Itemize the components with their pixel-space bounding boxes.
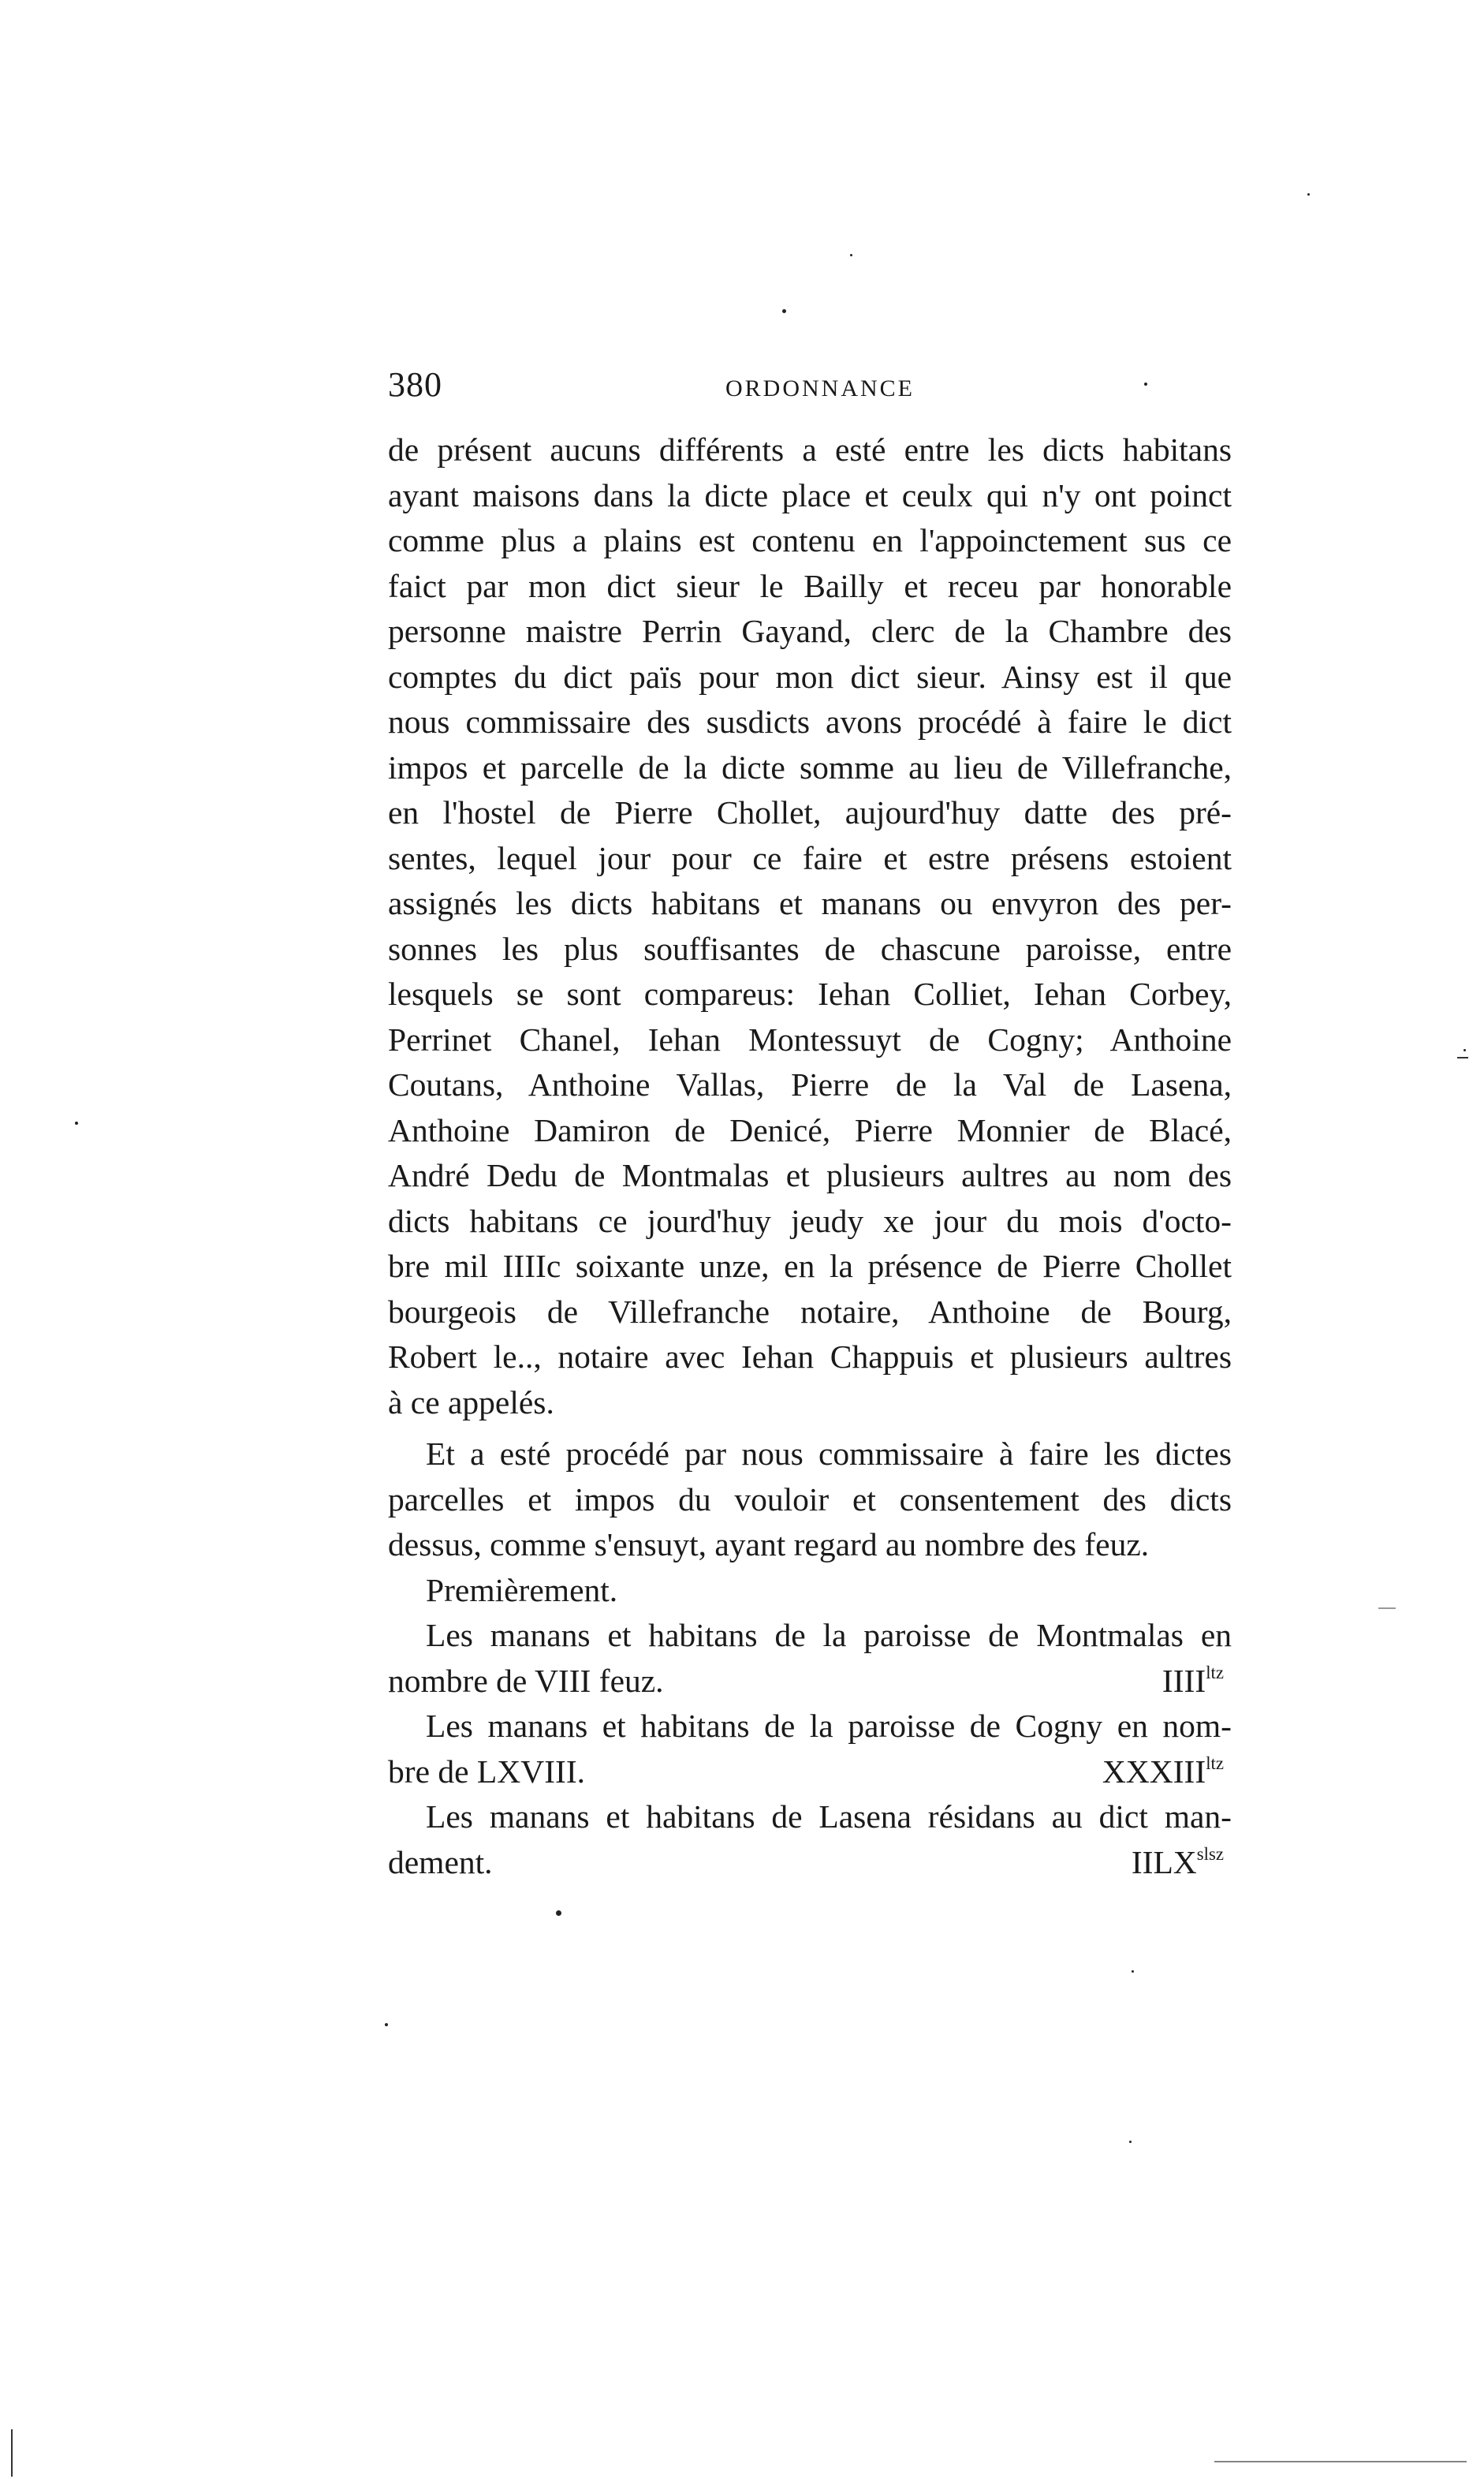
entry-amount: $XXXIII^{ltz}$: [1102, 1753, 1224, 1790]
text-line: bourgeois de Villefranche notaire, Anthoine de Bourg,: [388, 1293, 1232, 1330]
text-line: faict par mon dict sieur le Bailly et receu par honorable: [388, 567, 1232, 604]
text-line: dicts habitans ce jourd'huy jeudy xe jour du mois d'octo-: [388, 1202, 1232, 1239]
bottom-rule: [1214, 2461, 1467, 2462]
scan-speck: [850, 254, 852, 256]
scan-speck: [385, 2023, 388, 2026]
premierement-heading: Premièrement.: [426, 1571, 618, 1608]
entry-description: bre de LXVIII.: [388, 1753, 586, 1790]
entry-lasena: [388, 1794, 1232, 1885]
entry-amount: $IIII^{ltz}$: [1161, 1662, 1224, 1699]
entry-description: dement.: [388, 1843, 493, 1880]
entry-cogny: [388, 1704, 1232, 1794]
text-line: impos et parcelle de la dicte somme au lieu de Villefranche,: [388, 749, 1232, 786]
text-line: lesquels se sont compareus: Iehan Colliet, Iehan Corbey,: [388, 976, 1232, 1012]
body-text: [388, 427, 1232, 1885]
edge-line: [11, 2429, 13, 2477]
scan-speck: [75, 1122, 78, 1125]
text-line: nous commissaire des susdicts avons procédé à faire le dict: [388, 704, 1232, 740]
text-line: parcelles et impos du vouloir et consentement des dicts: [388, 1480, 1232, 1518]
text-line: Et a esté procédé par nous commissaire à faire les dictes: [426, 1436, 1232, 1472]
text-line: André Dedu de Montmalas et plusieurs aultres au nom des: [388, 1157, 1232, 1193]
scan-speck: [1307, 193, 1310, 196]
text-line: assignés les dicts habitans et manans ou envyron des per-: [388, 885, 1232, 921]
scan-speck: [1144, 383, 1147, 386]
text-line: Anthoine Damiron de Denicé, Pierre Monnier de Blacé,: [388, 1111, 1232, 1148]
text-line: bre mil IIIIc soixante unze, en la présence de Pierre Chollet: [388, 1248, 1232, 1284]
entry-line: [388, 1840, 1232, 1886]
scan-speck: [1463, 1049, 1466, 1051]
entry-line: [388, 1749, 1232, 1795]
text-line: dessus, comme s'ensuyt, ayant regard au nombre des feuz.: [388, 1526, 1150, 1562]
text-line: Perrinet Chanel, Iehan Montessuyt de Cogny; Anthoine: [388, 1021, 1232, 1058]
entry-line: Les manans et habitans de la paroisse de Cogny en nom-: [426, 1708, 1232, 1744]
margin-mark: [1457, 1057, 1468, 1058]
entry-line: [388, 1659, 1232, 1704]
text-line: comptes du dict païs pour mon dict sieur. Ainsy est il que: [388, 658, 1232, 695]
entry-description: nombre de VIII feuz.: [388, 1662, 664, 1699]
running-head: ORDONNANCE: [725, 375, 915, 401]
text-line: ayant maisons dans la dicte place et ceulx qui n'y ont poinct: [388, 476, 1232, 513]
text-line: Robert le.., notaire avec Iehan Chappuis et plusieurs aultres: [388, 1338, 1232, 1375]
paragraph-2: [388, 1432, 1232, 1568]
scan-speck: [1129, 2141, 1132, 2143]
margin-mark: [1378, 1607, 1396, 1609]
paragraph-1: [388, 427, 1232, 1425]
text-line: en l'hostel de Pierre Chollet, aujourd'huy datte des pré-: [388, 794, 1232, 831]
text-line: personne maistre Perrin Gayand, clerc de la Chambre des: [388, 613, 1232, 649]
entry-line: Les manans et habitans de Lasena résidans au dict man-: [426, 1798, 1232, 1835]
scan-speck: [556, 1910, 561, 1916]
text-line: Coutans, Anthoine Vallas, Pierre de la Val de Lasena,: [388, 1066, 1232, 1103]
scan-speck: [782, 309, 786, 313]
text-line: sonnes les plus souffisantes de chascune paroisse, entre: [388, 930, 1232, 967]
text-line: comme plus a plains est contenu en l'appoinctement sus ce: [388, 522, 1232, 558]
entry-line: Les manans et habitans de la paroisse de Montmalas en: [426, 1617, 1232, 1653]
text-line: sentes, lequel jour pour ce faire et estre présens estoient: [388, 839, 1232, 876]
page-header: [388, 364, 1240, 412]
entry-amount: $IILX^{slsz}$: [1131, 1843, 1224, 1880]
text-line: à ce appelés.: [388, 1383, 554, 1421]
scan-speck: [1132, 1970, 1134, 1973]
text-line: de présent aucuns différents a esté entre les dicts habitans: [388, 431, 1232, 468]
page-number: 380: [388, 365, 442, 404]
entry-montmalas: [388, 1613, 1232, 1704]
